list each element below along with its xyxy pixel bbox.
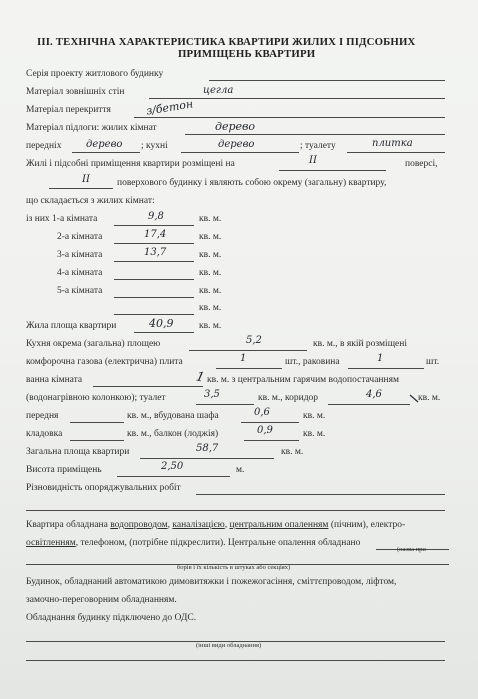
equip-light: освітленням: [26, 538, 76, 548]
toilet-area-value: 3,5: [204, 389, 220, 400]
room5-unit: кв. м.: [199, 286, 222, 296]
slabs-value: з/бетон: [145, 97, 194, 118]
hallway-area-label: передня: [26, 411, 59, 421]
toilet-line: [347, 152, 445, 153]
equip-heating: центральним опаленням: [229, 520, 329, 530]
room1-label: із них 1-а кімната: [26, 214, 98, 224]
stove-label: комфорочна газова (електрична) плита: [26, 357, 183, 367]
walls-value: цегла: [203, 85, 234, 96]
living-area-line: [134, 332, 194, 333]
equip-water: водопроводом: [110, 520, 168, 530]
locking-label: замочно-переговорним обладнанням.: [26, 595, 177, 605]
bathroom-value: 1: [194, 369, 206, 386]
batteries-note: борів і їх кількість в штуках або секціях): [177, 564, 291, 571]
closet-line: [241, 422, 299, 423]
boiler-name-note: (назва при-: [397, 546, 428, 553]
kitchen-area-value: 5,2: [246, 335, 262, 346]
corridor-value: 4,6: [366, 389, 382, 400]
room2-label: 2-а кімната: [57, 232, 103, 242]
toilet-value: плитка: [372, 138, 413, 149]
living-area-unit: кв. м.: [199, 321, 222, 331]
finishing-line-1: [196, 494, 445, 495]
kitchen-area-label: Кухня окрема (загальна) площею: [26, 339, 161, 349]
stove-count: 1: [240, 353, 247, 364]
equip-sewer: каналізацією: [172, 520, 225, 530]
equipped-line-1: Квартира обладнана водопроводом, каналізацією, центральним опаленням (пічним), електро-: [26, 520, 406, 530]
slabs-label: Матеріал перекриття: [26, 105, 111, 115]
total-area-value: 58,7: [196, 443, 219, 454]
kitchen-area-suffix: кв. м., в якій розміщені: [313, 339, 407, 349]
room1-unit: кв. м.: [199, 214, 222, 224]
room5-line: [114, 297, 194, 298]
document-title-line2: ПРИМІЩЕНЬ КВАРТИРИ: [178, 48, 316, 60]
height-unit: м.: [236, 465, 245, 475]
house-equipped-label: Будинок, обладнаний автоматикою димовитяжки і пожежогасіння, сміттєпроводом, ліфтом,: [26, 577, 397, 587]
floor-number-line: [279, 170, 386, 171]
height-label: Висота приміщень: [26, 465, 102, 475]
storey-building-label: поверхового будинку і являють собою окрему (загальну) квартиру,: [117, 178, 387, 188]
other-equipment-line-2: [26, 660, 445, 661]
corridor-label: кв. м., коридор: [258, 393, 319, 403]
room3-value: 13,7: [144, 247, 167, 258]
room5-label: 5-а кімната: [57, 286, 103, 296]
toilet-area-line: [196, 404, 254, 405]
floor-suffix-label: поверсі,: [405, 159, 438, 169]
living-area-value: 40,9: [149, 317, 174, 330]
room1-value: 9,8: [148, 211, 164, 222]
sink-label: шт., раковина: [285, 357, 340, 367]
walls-label: Матеріал зовнішніх стін: [26, 87, 125, 97]
flooring-label: Матеріал підлоги: жилих кімнат: [26, 123, 157, 133]
living-area-label: Жила площа квартири: [26, 321, 117, 331]
boiler-label: (водонагрівною колонкою); туалет: [26, 393, 166, 403]
hallway-label: передніх: [26, 141, 62, 151]
room6-unit: кв. м.: [199, 303, 222, 313]
sink-line: [348, 368, 424, 369]
hallway-line: [72, 152, 140, 153]
corridor-line: [328, 404, 410, 405]
pen-mark: [408, 393, 420, 405]
height-value: 2,50: [161, 461, 184, 472]
equipped-end: , телефоном, (потрібне підкреслити). Центральне опалення обладнано: [75, 538, 361, 548]
total-area-line: [140, 458, 274, 459]
room2-value: 17,4: [144, 229, 167, 240]
storeys-line: [49, 188, 113, 189]
closet-value: 0,6: [254, 407, 270, 418]
stove-line: [216, 368, 282, 369]
room6-line: [114, 314, 194, 315]
balcony-line: [244, 440, 299, 441]
total-area-unit: кв. м.: [281, 447, 304, 457]
room3-line: [114, 261, 194, 262]
room4-unit: кв. м.: [199, 268, 222, 278]
equipped-line-2: [26, 539, 360, 549]
closet-unit: кв. м.: [303, 411, 326, 421]
consists-label: що складається з жилих кімнат:: [26, 196, 155, 206]
storeys-value: ІІ: [82, 174, 90, 185]
room2-line: [114, 243, 194, 244]
room2-unit: кв. м.: [199, 232, 222, 242]
equipped-start: Квартира обладнана: [26, 520, 108, 530]
closet-label: кв. м., вбудована шафа: [127, 411, 219, 421]
floor-number-value: ІІ: [309, 155, 317, 166]
equipped-mid: (пічним), електро-: [330, 520, 406, 530]
storage-line: [70, 440, 124, 441]
bathroom-suffix: кв. м. з центральним гарячим водопостачанням: [207, 375, 399, 385]
kitchen-label: ; кухні: [141, 141, 168, 151]
room4-label: 4-а кімната: [57, 268, 103, 278]
height-line: [117, 476, 230, 477]
flooring-value: дерево: [215, 120, 256, 133]
document-title-line1: ІІІ. ТЕХНІЧНА ХАРАКТЕРИСТИКА КВАРТИРИ ЖИЛИХ І ПІДСОБНИХ: [37, 36, 416, 48]
finishing-line-2: [26, 510, 445, 511]
toilet-label: ; туалету: [300, 141, 336, 151]
kitchen-value: дерево: [218, 139, 255, 150]
storage-label: кладовка: [26, 429, 63, 439]
balcony-unit: кв. м.: [303, 429, 326, 439]
bathroom-line: [93, 386, 203, 387]
room4-line: [114, 279, 194, 280]
room3-label: 3-а кімната: [57, 250, 103, 260]
hallway-area-line: [70, 422, 124, 423]
bathroom-label: ванна кімната: [26, 375, 83, 385]
corridor-unit: кв. м.: [418, 393, 441, 403]
other-equipment-note: (інші види обладнання): [196, 642, 262, 649]
kitchen-line: [181, 152, 299, 153]
sink-count: 1: [377, 353, 384, 364]
total-area-label: Загальна площа квартири: [26, 447, 130, 457]
located-label: Жилі і підсобні приміщення квартири розміщені на: [26, 159, 235, 169]
ods-label: Обладнання будинку підключено до ОДС.: [26, 613, 197, 623]
flooring-line: [185, 134, 445, 135]
kitchen-area-line: [189, 350, 307, 351]
series-line: [209, 80, 445, 81]
series-label: Серія проекту житлового будинку: [26, 69, 164, 79]
room1-line: [114, 225, 194, 226]
balcony-value: 0,9: [257, 425, 273, 436]
room3-unit: кв. м.: [199, 250, 222, 260]
walls-line: [149, 98, 445, 99]
balcony-label: кв. м., балкон (лоджія): [127, 429, 219, 439]
hallway-value: дерево: [86, 139, 123, 150]
slabs-line: [134, 117, 445, 118]
sink-unit: шт.: [426, 357, 440, 367]
finishing-label: Різновидність опоряджувальних робіт: [26, 483, 181, 493]
